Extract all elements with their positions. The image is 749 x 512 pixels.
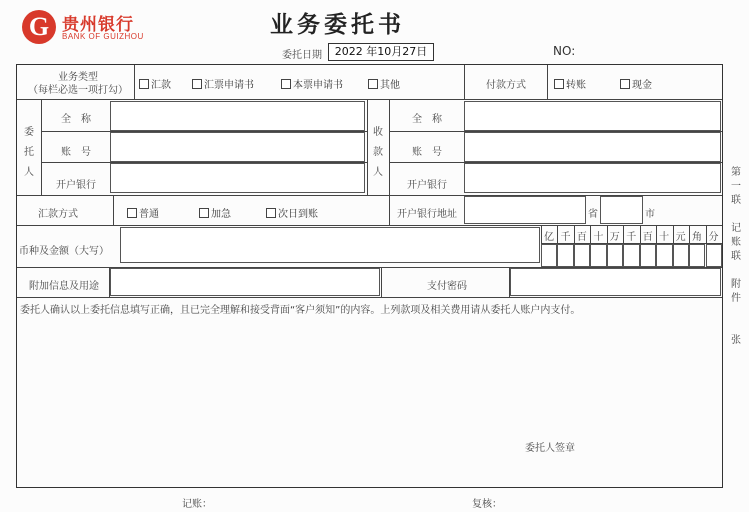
- payer-bank-input[interactable]: [110, 163, 365, 193]
- signature-label: 委托人签章: [525, 443, 575, 454]
- remit-normal-checkbox[interactable]: 普通: [127, 205, 159, 220]
- remit-method-label: 汇款方式: [38, 209, 78, 220]
- option-draft-checkbox[interactable]: 汇票申请书: [192, 76, 254, 91]
- digit-input-cell[interactable]: [607, 244, 623, 267]
- digit-input-cell[interactable]: [656, 244, 672, 267]
- payment-transfer-checkbox[interactable]: 转账: [554, 76, 586, 91]
- business-type-label: 业务类型: [58, 72, 98, 83]
- digit-input-cell[interactable]: [557, 244, 573, 267]
- side-note-char: 联: [731, 195, 741, 206]
- payer-name-input[interactable]: [110, 101, 365, 131]
- payee-side-label: 收 款 人: [373, 127, 383, 178]
- payee-bank-label: 开户银行: [407, 180, 447, 191]
- province-label: 省: [588, 209, 598, 220]
- digit-input-cell[interactable]: [574, 244, 590, 267]
- digit-unit-label: 分: [708, 232, 719, 243]
- payee-bank-address-label: 开户银行地址: [397, 209, 457, 220]
- payer-name-label: 全 称: [61, 114, 91, 125]
- option-remittance-checkbox[interactable]: 汇款: [139, 76, 171, 91]
- digit-unit-label: 十: [659, 232, 670, 243]
- bank-name-cn: 贵州银行: [62, 15, 134, 35]
- digit-unit-label: 万: [609, 232, 620, 243]
- payee-account-input[interactable]: [464, 132, 721, 162]
- option-promissory-checkbox[interactable]: 本票申请书: [281, 76, 343, 91]
- confirmation-statement: 委托人确认以上委托信息填写正确，且已完全理解和接受背面“客户须知”的内容。上列款项及相关费用请从委托人账户内支付。: [20, 305, 581, 316]
- city-input[interactable]: [600, 196, 643, 224]
- bank-logo-icon: G: [22, 10, 56, 44]
- payer-side-label: 委 托 人: [24, 127, 34, 178]
- side-note-char: 第: [731, 167, 741, 178]
- digit-input-cell[interactable]: [673, 244, 689, 267]
- option-other-checkbox[interactable]: 其他: [368, 76, 400, 91]
- digit-unit-label: 千: [560, 232, 571, 243]
- amount-words-input[interactable]: [120, 227, 540, 263]
- side-note-char: 一: [731, 181, 741, 192]
- side-note-char: 附: [731, 279, 741, 290]
- payee-account-label: 账 号: [412, 147, 442, 158]
- payer-account-label: 账 号: [61, 147, 91, 158]
- digit-input-cell[interactable]: [706, 244, 722, 267]
- province-input[interactable]: [464, 196, 586, 224]
- side-note-char: 张: [731, 335, 741, 346]
- date-label: 委托日期: [282, 50, 322, 61]
- business-type-hint: （每栏必选一项打勾）: [28, 85, 128, 96]
- remit-urgent-checkbox[interactable]: 加急: [199, 205, 231, 220]
- digit-input-cell[interactable]: [541, 244, 557, 267]
- extra-info-label: 附加信息及用途: [29, 281, 99, 292]
- side-note-char: 记: [731, 223, 741, 234]
- form-table: [16, 64, 723, 488]
- document-title: 业务委托书: [270, 12, 405, 38]
- payment-password-label: 支付密码: [427, 281, 467, 292]
- digit-unit-label: 百: [576, 232, 587, 243]
- bank-name-en: BANK OF GUIZHOU: [62, 32, 144, 41]
- payee-bank-input[interactable]: [464, 163, 721, 193]
- side-note-char: 件: [731, 293, 741, 304]
- digit-unit-label: 十: [593, 232, 604, 243]
- payment-method-label: 付款方式: [486, 80, 526, 91]
- payer-account-input[interactable]: [110, 132, 365, 162]
- digit-unit-label: 元: [675, 232, 686, 243]
- amount-label: 币种及金额（大写）: [19, 246, 109, 257]
- digit-unit-label: 亿: [544, 232, 554, 243]
- digit-input-cell[interactable]: [689, 244, 705, 267]
- side-note-char: 联: [731, 251, 741, 262]
- payment-password-input[interactable]: [510, 268, 721, 296]
- digit-input-cell[interactable]: [623, 244, 639, 267]
- digit-input-cell[interactable]: [590, 244, 606, 267]
- remit-nextday-checkbox[interactable]: 次日到账: [266, 205, 318, 220]
- checker-label: 复核：: [472, 499, 502, 510]
- side-note-char: 账: [731, 237, 741, 248]
- signature-area[interactable]: [592, 425, 702, 465]
- digit-unit-label: 角: [692, 232, 703, 243]
- digit-input-cell[interactable]: [640, 244, 656, 267]
- payer-bank-label: 开户银行: [56, 180, 96, 191]
- payee-name-input[interactable]: [464, 101, 721, 131]
- payment-cash-checkbox[interactable]: 现金: [620, 76, 652, 91]
- serial-no-label: NO:: [553, 44, 576, 58]
- digit-unit-label: 百: [642, 232, 653, 243]
- extra-info-input[interactable]: [110, 268, 380, 296]
- digit-unit-label: 千: [626, 232, 637, 243]
- city-label: 市: [645, 209, 655, 220]
- booker-label: 记账：: [182, 499, 212, 510]
- date-field[interactable]: 2022 年10月27日: [328, 43, 434, 61]
- payee-name-label: 全 称: [412, 114, 442, 125]
